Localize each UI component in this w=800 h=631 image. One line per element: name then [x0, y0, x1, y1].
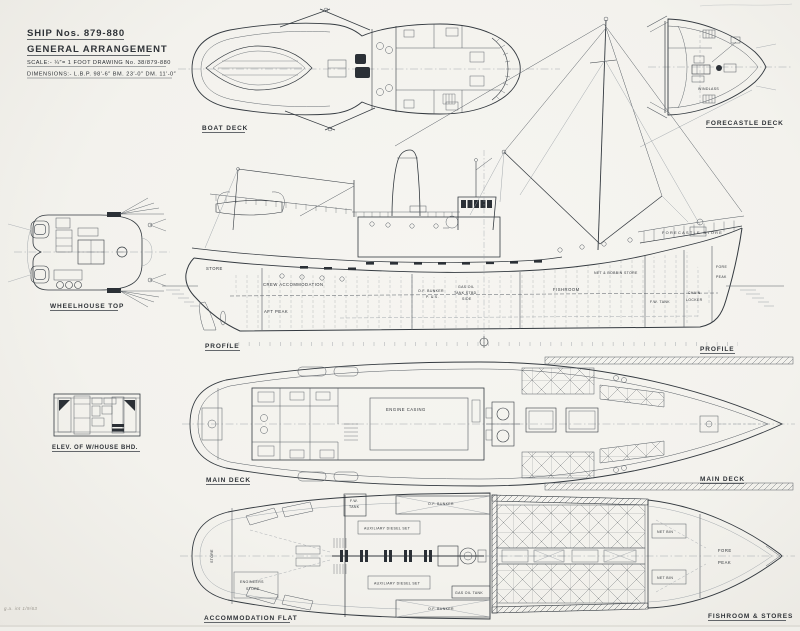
boat-deck-plan — [178, 8, 560, 133]
svg-text:PEAK: PEAK — [716, 275, 727, 279]
profile-fw-tank-label: F.W. TANK — [650, 300, 670, 304]
svg-text:LOCKER: LOCKER — [686, 298, 703, 302]
view-label-accommodation-flat: ACCOMMODATION FLAT — [204, 615, 298, 622]
profile-aft-peak-label: AFT PEAK — [264, 309, 289, 314]
windlass-label: WINDLASS — [698, 87, 720, 91]
fishroom-bow-outline — [648, 500, 782, 608]
view-label-main-deck-left: MAIN DECK — [206, 477, 251, 484]
drawing-title: GENERAL ARRANGEMENT — [27, 44, 168, 55]
pencil-note: g.a. int 1/9/63 — [4, 606, 38, 611]
wheelhouse-top-plan — [8, 198, 170, 311]
view-label-wheelhouse-top: WHEELHOUSE TOP — [50, 303, 125, 310]
view-label-elev-whouse: ELEV. OF W/HOUSE BHD. — [52, 445, 139, 451]
profile-forecastle-store-label: FORECASTLE STORE — [662, 230, 724, 235]
view-label-profile-right: PROFILE — [700, 346, 735, 353]
profile-of-bunker-label: O.F. BUNKER — [418, 289, 444, 293]
of-bunker-top-label: O.F. BUNKER — [428, 502, 454, 506]
svg-text:SIDE: SIDE — [462, 297, 472, 301]
store-vertical-label: STORE — [210, 549, 214, 563]
propeller-shafting — [332, 546, 486, 566]
superstructure — [352, 150, 500, 257]
profile-crew-accommodation-label: CREW ACCOMMODATION — [263, 282, 324, 287]
fw-tank-label: F.W. — [350, 499, 359, 503]
lifeboat-profile — [216, 200, 282, 215]
profile-fishroom-label: FISHROOM — [553, 287, 580, 292]
view-label-profile-left: PROFILE — [205, 343, 240, 350]
forecastle-deck-plan — [640, 16, 792, 147]
engine-casing-label: ENGINE CASING — [386, 407, 426, 412]
profile-gas-oil-label: GAS OIL — [458, 285, 475, 289]
ship-number-title: SHIP Nos. 879-880 — [27, 28, 126, 39]
profile-fore-peak-label: FORE — [716, 265, 728, 269]
scale-line: SCALE:- ¼″= 1 FOOT DRAWING No. 38/879-880 — [27, 60, 171, 66]
net-bin-top-label: NET BIN — [657, 530, 674, 534]
of-bunker-bot-label: O.F. BUNKER — [428, 607, 454, 611]
windlass — [692, 37, 740, 82]
profile-net-bobbin-label: NET & BOBBIN STORE — [594, 271, 638, 275]
view-label-main-deck-right: MAIN DECK — [700, 476, 745, 483]
deck-pound-area — [522, 368, 594, 394]
view-label-boat-deck: BOAT DECK — [202, 125, 249, 132]
dimensions-line: DIMENSIONS:- L.B.P. 98′-6″ BM. 23′-0″ DM. 11′-0″ — [27, 71, 177, 78]
net-bin-bot-label: NET BIN — [657, 576, 674, 580]
main-deck-plan — [182, 357, 795, 490]
foremast-rigging — [395, 17, 742, 250]
funnel-casing — [355, 54, 366, 64]
engineers-store-label: ENGINEERS — [240, 580, 264, 584]
bulwark-rail — [192, 248, 562, 263]
fishroom-stores-plan — [486, 495, 795, 621]
trawl-winch — [486, 402, 520, 446]
profile-store-label: STORE — [206, 266, 223, 271]
view-label-forecastle-deck: FORECASTLE DECK — [706, 120, 784, 127]
svg-text:P. & S.: P. & S. — [426, 295, 439, 299]
svg-text:TANK STBD.: TANK STBD. — [454, 291, 478, 295]
wheelhouse-bulkhead-elevation — [52, 394, 140, 452]
profile-chain-locker-label: CHAIN — [688, 291, 701, 295]
fore-peak-label: FORE — [718, 548, 732, 553]
wheelhouse-top-outline — [33, 215, 142, 290]
title-block — [27, 28, 176, 78]
gas-oil-tank-label: GAS OIL TANK — [455, 591, 484, 595]
lifeboat-plan — [206, 46, 312, 90]
profile-view — [162, 17, 784, 354]
aux-diesel-bot-label: AUXILIARY DIESEL SET — [374, 581, 421, 586]
svg-text:PEAK: PEAK — [718, 560, 732, 565]
svg-text:STORE: STORE — [246, 587, 260, 591]
view-label-fishroom-stores: FISHROOM & STORES — [708, 613, 794, 620]
svg-text:TANK: TANK — [349, 505, 360, 509]
fishroom-pounds — [497, 505, 645, 548]
aux-diesel-top-label: AUXILIARY DIESEL SET — [364, 526, 411, 531]
